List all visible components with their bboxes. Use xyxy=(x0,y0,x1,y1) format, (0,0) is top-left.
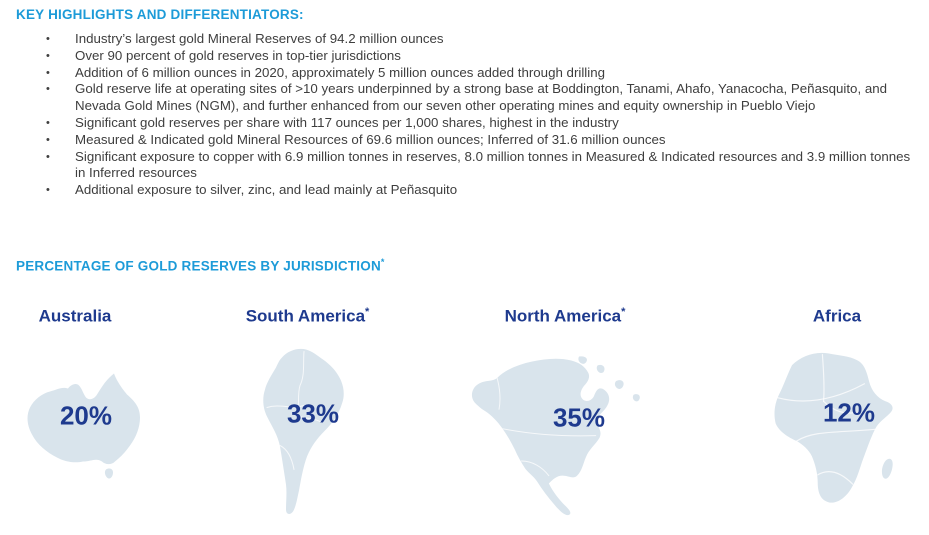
bullet-icon: • xyxy=(46,49,50,62)
region-value-north-america: 35% xyxy=(552,402,606,433)
region-name: Australia xyxy=(38,306,112,326)
bullet-text: Gold reserve life at operating sites of >10 years underpinned by a strong base at Boddington, Tanami, Ahafo, Yanacocha, Peñasquito, and Nevada Gold Mines (NGM), and further enhanced from our seven other operating mines and equity ownership in Pueblo Viejo xyxy=(75,81,888,114)
bullet-icon: • xyxy=(46,116,50,129)
north-america-map-icon xyxy=(460,352,665,530)
region-block-south-america xyxy=(240,300,375,535)
jurisdiction-heading-text: PERCENTAGE OF GOLD RESERVES BY JURISDICTION xyxy=(16,258,381,274)
bullet-icon: • xyxy=(46,133,50,146)
region-name: Africa xyxy=(812,306,862,326)
bullet-text: Significant gold reserves per share with 117 ounces per 1,000 shares, highest in the industry xyxy=(75,114,619,130)
highlights-heading: KEY HIGHLIGHTS AND DIFFERENTIATORS: xyxy=(16,7,304,22)
bullet-item xyxy=(46,81,922,115)
highlights-bullet-list xyxy=(46,31,922,199)
region-block-north-america xyxy=(455,300,675,535)
bullet-text: Industry’s largest gold Mineral Reserves of 94.2 million ounces xyxy=(75,31,444,46)
region-label-north-america xyxy=(455,306,675,327)
region-name: North America xyxy=(504,306,622,326)
region-label-australia xyxy=(10,306,140,327)
region-block-australia xyxy=(10,300,140,535)
region-asterisk: * xyxy=(365,306,370,318)
bullet-item xyxy=(46,149,922,183)
bullet-text: Over 90 percent of gold reserves in top-tier jurisdictions xyxy=(75,47,401,63)
jurisdiction-heading-asterisk: * xyxy=(380,257,385,267)
bullet-item xyxy=(46,48,922,65)
bullet-icon: • xyxy=(46,83,50,96)
bullet-text: Measured & Indicated gold Mineral Resources of 69.6 million ounces; Inferred of 31.6 million ounces xyxy=(75,131,666,147)
bullet-text: Significant exposure to copper with 6.9 million tonnes in reserves, 8.0 million tonnes in Measured & Indicated resources and 3.9 million tonnes in Inferred resources xyxy=(75,148,911,181)
bullet-item xyxy=(46,132,922,149)
region-value-africa: 12% xyxy=(822,397,876,428)
bullet-item xyxy=(46,182,922,199)
region-block-africa xyxy=(762,300,912,535)
south-america-map-icon xyxy=(252,340,362,526)
region-value-south-america: 33% xyxy=(286,398,340,429)
bullet-icon: • xyxy=(46,33,50,45)
bullet-text: Addition of 6 million ounces in 2020, approximately 5 million ounces added through drilling xyxy=(75,64,605,80)
bullet-item xyxy=(46,65,922,82)
bullet-icon: • xyxy=(46,184,50,197)
bullet-item xyxy=(46,115,922,132)
jurisdiction-heading xyxy=(16,257,385,274)
region-label-south-america xyxy=(240,306,375,327)
region-label-africa xyxy=(762,306,912,327)
region-value-australia: 20% xyxy=(59,400,113,431)
region-name: South America xyxy=(245,306,366,326)
bullet-icon: • xyxy=(46,66,50,79)
africa-map-icon xyxy=(764,346,910,522)
bullet-item xyxy=(46,31,922,48)
bullet-text: Additional exposure to silver, zinc, and lead mainly at Peñasquito xyxy=(75,182,458,198)
bullet-icon: • xyxy=(46,150,50,163)
region-asterisk: * xyxy=(621,306,626,318)
